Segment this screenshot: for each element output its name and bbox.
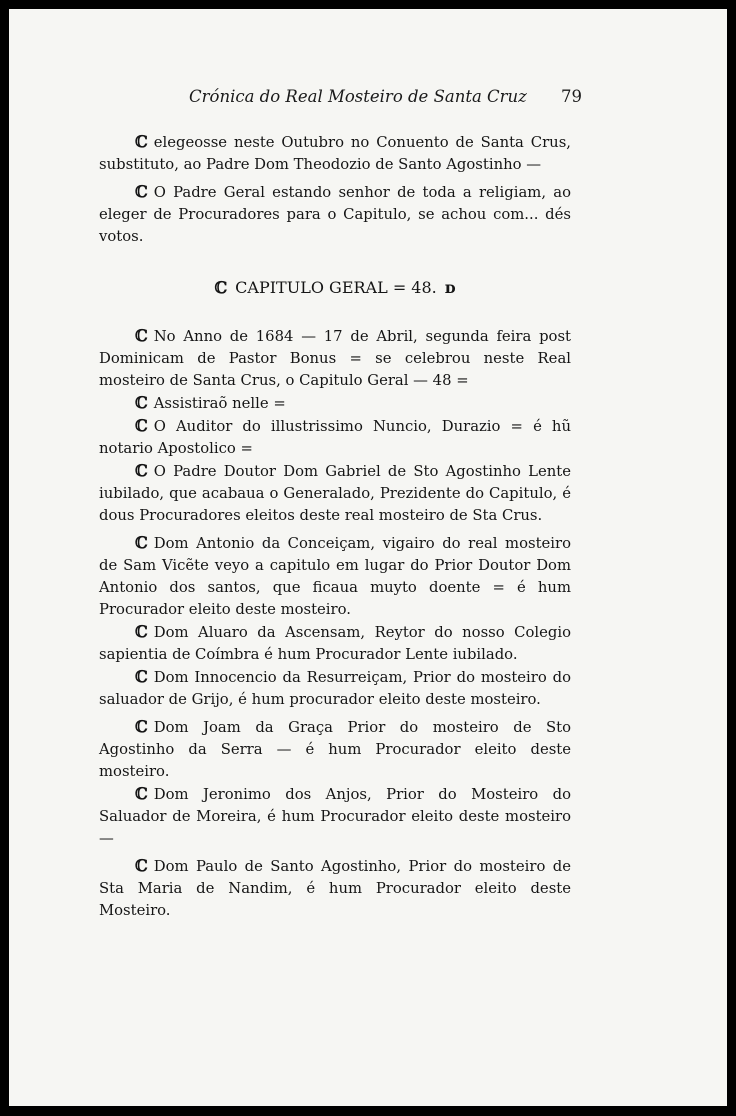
chapter-heading [99, 277, 571, 299]
paragraph-text: O Padre Doutor Dom Gabriel de Sto Agostinho Lente iubilado, que acabaua o Generalado, Prezidente do Capitulo, é dous Procuradores eleitos deste real mosteiro de Sta Crus. [99, 463, 571, 524]
end-mark-icon: ᴅ [444, 278, 456, 297]
paragraph-text: Dom Joam da Graça Prior do mosteiro de Sto Agostinho da Serra — é hum Procurador eleito deste mosteiro. [99, 719, 571, 780]
paragraph-text: elegeosse neste Outubro no Conuento de Santa Crus, substituto, ao Padre Dom Theodozio de Santo Agostinho — [99, 134, 571, 173]
paragraph-text: Dom Antonio da Conceiçam, vigairo do real mosteiro de Sam Vicẽte veyo a capitulo em lugar do Prior Doutor Dom Antonio dos santos, que ficaua muyto doente = é hum Procurador eleito deste mosteiro. [99, 535, 571, 618]
paragraph-text: Dom Paulo de Santo Agostinho, Prior do mosteiro de Sta Maria de Nandim, é hum Procurador eleito deste Mosteiro. [99, 858, 571, 919]
pilcrow-icon: ℂ [135, 326, 148, 345]
pilcrow-icon: ℂ [135, 622, 148, 641]
body-text [99, 131, 571, 922]
paragraph [99, 460, 571, 527]
pilcrow-icon: ℂ [135, 667, 148, 686]
paragraph [99, 783, 571, 850]
page-header [9, 87, 727, 117]
paragraph [99, 621, 571, 666]
book-page [9, 9, 727, 1106]
paragraph-text: Assistiraõ nelle = [153, 395, 286, 412]
pilcrow-icon: ℂ [135, 856, 148, 875]
paragraph [99, 855, 571, 922]
paragraph [99, 415, 571, 460]
paragraph-text: O Padre Geral estando senhor de toda a religiam, ao eleger de Procuradores para o Capitulo, se achou com... dés votos. [99, 184, 571, 245]
pilcrow-icon: ℂ [135, 416, 148, 435]
pilcrow-icon: ℂ [135, 182, 148, 201]
pilcrow-icon: ℂ [135, 533, 148, 552]
page-number: 79 [561, 87, 582, 106]
paragraph-text: Dom Jeronimo dos Anjos, Prior do Mosteiro do Saluador de Moreira, é hum Procurador eleito deste mosteiro — [99, 786, 571, 847]
pilcrow-icon: ℂ [135, 132, 148, 151]
paragraph-text: Dom Innocencio da Resurreiçam, Prior do mosteiro do saluador de Grijo, é hum procurador eleito deste mosteiro. [99, 669, 571, 708]
paragraph [99, 131, 571, 176]
paragraph [99, 666, 571, 711]
paragraph [99, 325, 571, 392]
paragraph [99, 181, 571, 248]
running-title: Crónica do Real Mosteiro de Santa Cruz [189, 87, 527, 106]
pilcrow-icon: ℂ [135, 461, 148, 480]
paragraph [99, 716, 571, 783]
chapter-heading-text: CAPITULO GERAL = 48. [235, 278, 437, 297]
pilcrow-icon: ℂ [135, 717, 148, 736]
pilcrow-icon: ℂ [135, 393, 148, 412]
paragraph [99, 392, 571, 415]
paragraph [99, 532, 571, 621]
paragraph-text: O Auditor do illustrissimo Nuncio, Durazio = é hũ notario Apostolico = [99, 418, 571, 457]
pilcrow-icon: ℂ [214, 278, 228, 297]
paragraph-text: Dom Aluaro da Ascensam, Reytor do nosso Colegio sapientia de Coímbra é hum Procurador Lente iubilado. [99, 624, 571, 663]
paragraph-text: No Anno de 1684 — 17 de Abril, segunda feira post Dominicam de Pastor Bonus = se celebrou neste Real mosteiro de Santa Crus, o Capitulo Geral — 48 = [99, 328, 571, 389]
pilcrow-icon: ℂ [135, 784, 148, 803]
